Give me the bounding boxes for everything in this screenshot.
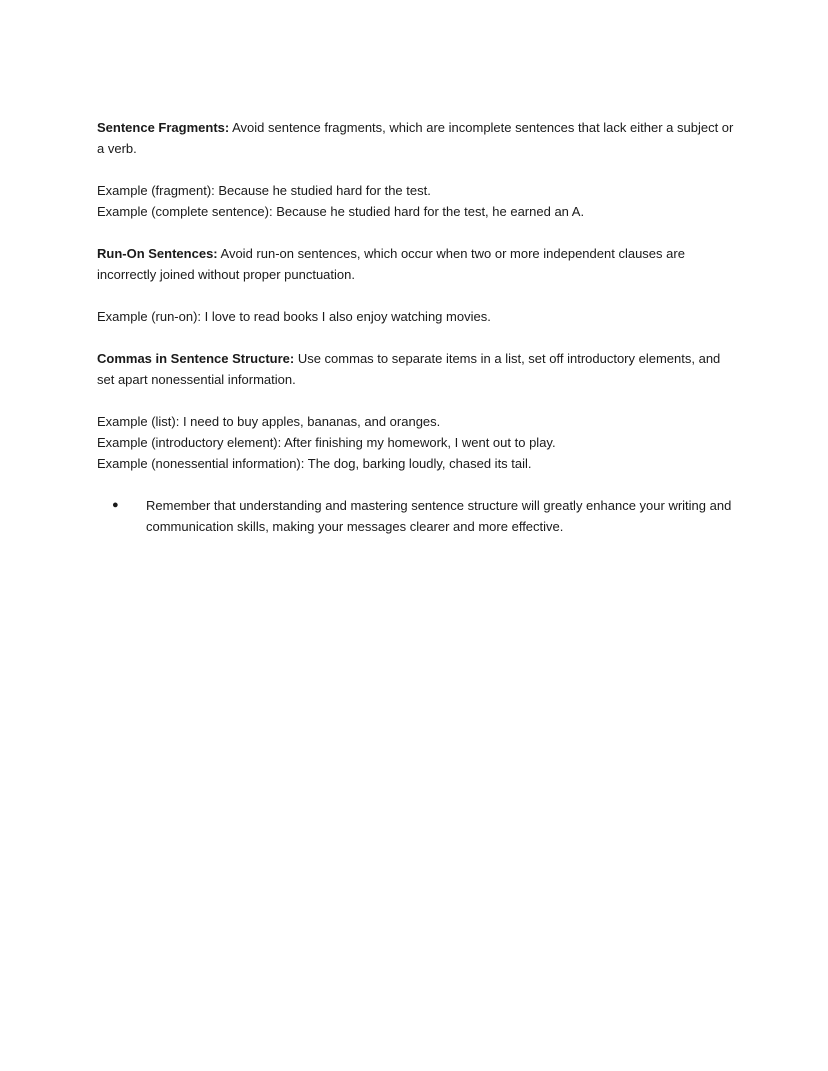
run-on-body: Avoid run-on sentences, which occur when two or more independent clauses are incorrectly joined without proper punctuation. bbox=[97, 246, 685, 282]
list-item bbox=[97, 495, 737, 537]
commas-examples bbox=[97, 411, 737, 474]
fragments-paragraph bbox=[97, 117, 737, 159]
commas-body: Use commas to separate items in a list, set off introductory elements, and set apart nonessential information. bbox=[97, 351, 721, 387]
run-on-paragraph bbox=[97, 243, 737, 285]
bullet-list bbox=[97, 495, 737, 537]
commas-heading: Commas in Sentence Structure: bbox=[97, 351, 295, 366]
run-on-examples bbox=[97, 306, 737, 327]
fragments-example-2: Example (complete sentence): Because he studied hard for the test, he earned an A. bbox=[97, 204, 585, 219]
bullet-text: Remember that understanding and mastering sentence structure will greatly enhance your writing and communication skills, making your messages clearer and more effective. bbox=[146, 498, 732, 534]
commas-paragraph bbox=[97, 348, 737, 390]
commas-example-2: Example (introductory element): After finishing my homework, I went out to play. bbox=[97, 435, 556, 450]
run-on-example-1: Example (run-on): I love to read books I also enjoy watching movies. bbox=[97, 309, 491, 324]
bullet-dot-icon: ● bbox=[112, 499, 119, 511]
fragments-examples bbox=[97, 180, 737, 222]
commas-example-1: Example (list): I need to buy apples, bananas, and oranges. bbox=[97, 414, 441, 429]
fragments-body: Avoid sentence fragments, which are incomplete sentences that lack either a subject or a verb. bbox=[97, 120, 734, 156]
commas-example-3: Example (nonessential information): The dog, barking loudly, chased its tail. bbox=[97, 456, 532, 471]
document-page bbox=[97, 117, 737, 537]
fragments-heading: Sentence Fragments: bbox=[97, 120, 230, 135]
fragments-example-1: Example (fragment): Because he studied hard for the test. bbox=[97, 183, 431, 198]
run-on-heading: Run-On Sentences: bbox=[97, 246, 218, 261]
